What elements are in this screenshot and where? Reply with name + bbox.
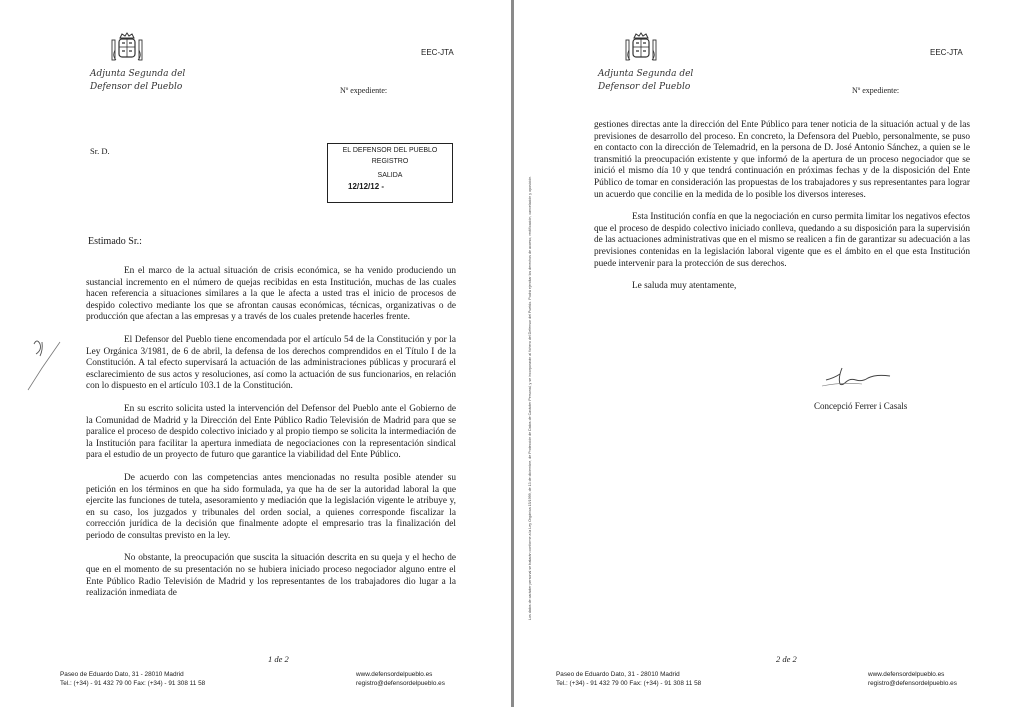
data-protection-text: Los datos de carácter personal se tratarán conforme a la Ley Orgánica 15/1999, de 13 de diciembre, de Protección de Datos de Carácter Personal, y se incorporarán al fichero del Defensor del Pueblo. Podrá ejercitar los derechos de acceso, rectificación, cancelación y oposición.: [528, 175, 532, 620]
paragraph: De acuerdo con las competencias antes mencionadas no resulta posible atender su petición en los términos en que ha sido formulada, ya que ha de ser la autoridad laboral la que ejercite las funciones de tutela, asesoramiento y mediación que la legislación vigente le atribuye y, en su caso, los juzgados y tribunales del orden social, a quienes corresponde fiscalizar la corrección jurídica de la decisión que finalmente adopte el empresario tras la finalización del periodo de consultas previsto en la ley.: [86, 472, 456, 541]
coat-of-arms-icon: [108, 32, 146, 66]
margin-mark: [20, 330, 70, 400]
stamp-line-1: EL DEFENSOR DEL PUEBLO: [342, 147, 438, 154]
data-protection-note: [518, 60, 530, 620]
footer-contact: [356, 670, 445, 688]
organization-line-2: Defensor del Pueblo: [598, 82, 691, 92]
paragraph: gestiones directas ante la dirección del Ente Público para tener noticia de la situación actual y de las previsiones de desarrollo del proceso. En concreto, la Defensora del Pueblo, personalmente, se puso en contacto con la dirección de Telemadrid, en la persona de D. José Antonio Sánchez, a quien se le transmitió la preocupación existente y que informó de la apertura de un proceso negociador que se inició el mismo día 10 y que tendrá continuación en próximas fechas y de la disposición del Ente Público de tomar en consideración las propuestas de los trabajadores y sus representantes para lograr un acuerdo que concilie en la medida de lo posible los diversos intereses.: [594, 120, 970, 200]
body-text: [86, 266, 456, 600]
closing: Le saluda muy atentamente,: [632, 281, 737, 292]
stamp-line-2: REGISTRO: [371, 158, 409, 165]
page-number: 1 de 2: [268, 654, 289, 664]
expediente-label: Nº expediente:: [340, 86, 388, 95]
footer-website[interactable]: www.defensordelpueblo.es: [356, 671, 433, 678]
body-text: [594, 120, 970, 293]
footer-contact: [868, 670, 957, 688]
registry-stamp: [327, 143, 453, 203]
footer-website[interactable]: www.defensordelpueblo.es: [868, 671, 945, 678]
footer-address: [556, 670, 701, 688]
footer-phones: Tel.: (+34) - 91 432 79 00 Fax: (+34) - 91 308 11 58: [556, 680, 702, 687]
footer-street: Paseo de Eduardo Dato, 31 - 28010 Madrid: [556, 671, 680, 678]
organization-line-1: Adjunta Segunda del: [90, 69, 186, 79]
page-number: 2 de 2: [776, 654, 797, 664]
footer-street: Paseo de Eduardo Dato, 31 - 28010 Madrid: [60, 671, 184, 678]
footer-email[interactable]: registro@defensordelpueblo.es: [868, 680, 957, 687]
footer-phones: Tel.: (+34) - 91 432 79 00 Fax: (+34) - 91 308 11 58: [60, 680, 206, 687]
coat-of-arms-icon: [622, 32, 660, 66]
letter-page-2: [514, 0, 1024, 707]
greeting: Estimado Sr.:: [88, 236, 142, 247]
stamp-date: 12/12/12 -: [348, 182, 385, 191]
reference-code: EEC-JTA: [421, 48, 454, 57]
stamp-line-3: SALIDA: [377, 172, 403, 179]
organization-name: [598, 68, 693, 94]
signature: [816, 362, 916, 390]
footer-address: [60, 670, 205, 688]
organization-line-2: Defensor del Pueblo: [90, 82, 183, 92]
paragraph: El Defensor del Pueblo tiene encomendada por el artículo 54 de la Constitución y por la Ley Orgánica 3/1981, de 6 de abril, la defensa de los derechos comprendidos en el Título I de la Constitución. A tal efecto supervisará la actuación de las administraciones públicas y procurará el esclarecimiento de sus actos y resoluciones, así como la actuación de sus funcionarios, en relación con lo dispuesto en el artículo 103.1 de la Constitución.: [86, 334, 456, 392]
paragraph: Esta Institución confía en que la negociación en curso permita limitar los negativos efectos que el proceso de despido colectivo iniciado conlleva, quedando a su disposición para la supervisión de las actuaciones administrativas que en el mismo se realicen a fin de garantizar su adecuación a las previsiones contenidas en la legislación laboral vigente que es el ámbito en el que esta Institución puede intervenir para la protección de sus derechos.: [594, 212, 970, 269]
paragraph: No obstante, la preocupación que suscita la situación descrita en su queja y el hecho de que en el momento de su presentación no se hubiera iniciado proceso negociador alguno entre el Ente Público Radio Televisión de Madrid y los representantes de los trabajadores dio lugar a la realización inmediata de: [86, 553, 456, 599]
organization-line-1: Adjunta Segunda del: [598, 69, 694, 79]
footer-email[interactable]: registro@defensordelpueblo.es: [356, 680, 445, 687]
reference-code: EEC-JTA: [930, 48, 963, 57]
paragraph: En su escrito solicita usted la intervención del Defensor del Pueblo ante el Gobierno de la Comunidad de Madrid y la Dirección del Ente Público Radio Televisión de Madrid para que se paralice el proceso de despido colectivo iniciado y al propio tiempo se solicita la intermediación de la Institución para facilitar la apertura inmediata de negociaciones con la representación sindical para el estudio de un proyecto de futuro que garantice la viabilidad del Ente Público.: [86, 403, 456, 461]
recipient: Sr. D.: [90, 146, 110, 156]
expediente-label: Nº expediente:: [852, 86, 900, 95]
signer-name: Concepció Ferrer i Casals: [814, 401, 908, 411]
paragraph: En el marco de la actual situación de crisis económica, se ha venido produciendo un sustancial incremento en el número de quejas recibidas en esta Institución, muchas de las cuales hacen referencia a situaciones similares a la que le afecta a usted tras el inicio de procesos de despido colectivo mediante los que se afrontan causas económicas, técnicas, organizativas o de producción que afectan a las empresas y a través de los cuales pretende hacerles frente.: [86, 266, 456, 323]
organization-name: [90, 68, 185, 94]
